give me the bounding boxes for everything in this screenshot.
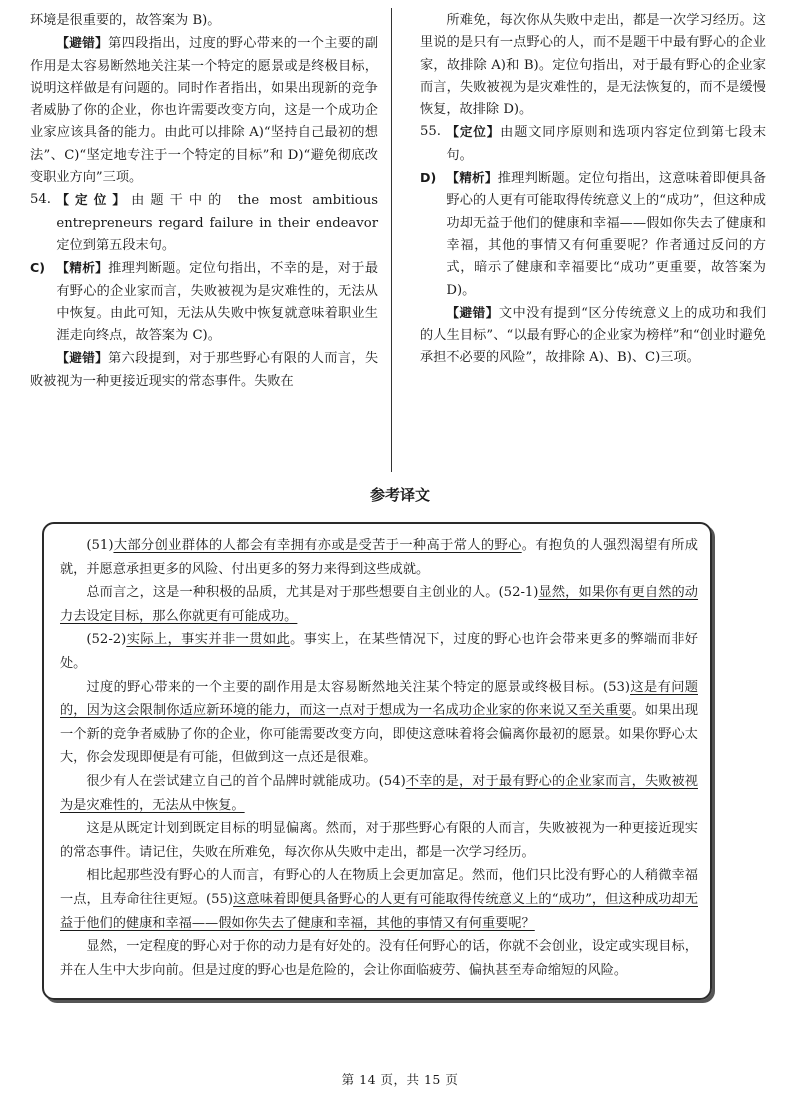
question-number-55: 55. [420,124,441,140]
translation-paragraph-1 [60,534,698,581]
q53-avoid-error [30,32,378,189]
q55-avoid-error-text: 文中没有提到“区分传统意义上的成功和我们的人生目标”、“以最有野心的企业家为榜样”和“创业时避免承担不必要的风险”，故排除 A)、B)、C)三项。 [420,305,766,366]
analysis-tag: 【精析】 [56,260,109,276]
avoid-error-tag: 【避错】 [446,304,499,320]
underlined-key-sentence-54: 不幸的是，对于最有野心的企业家而言，失败被视为是灾难性的，无法从中恢复。 [60,773,698,813]
translation-paragraph-4 [60,676,698,770]
q55-analysis-text: 推理判断题。定位句指出，这意味着即便具备野心的人更有可能取得传统意义上的“成功”，但这种成功却无益于他们的健康和幸福——假如你失去了健康和幸福，其他的事情又有何重要呢？作者通过反问的方式，暗示了健康和幸福要比“成功”更重要，故答案为 D)。 [446,171,767,298]
page-number: 第 14 页，共 15 页 [341,1072,459,1087]
paragraph-text: 总而言之，这是一种积极的品质，尤其是对于那些想要自主创业的人。(52-1) [86,585,539,601]
q55-locate [420,121,766,167]
underlined-key-sentence-53: 这是有问题的，因为这会限制你适应新环境的能力，而这一点对于想成为一名成功企业家的你来说又至关重要 [60,679,698,719]
avoid-error-tag: 【避错】 [56,350,109,366]
q54-locate-text: 由题干中的 the most ambitious entrepreneurs regard failure in their endeavor 定位到第五段末句。 [56,193,379,253]
answer-54: C) [30,260,45,276]
left-column [30,10,378,393]
locate-tag: 【定位】 [56,192,132,208]
translation-paragraph-6: 这是从既定计划到既定目标的明显偏离。然而，对于那些野心有限的人而言，失败被视为一种更接近现实的常态事件。请记住，失败在所难免，每次你从失败中走出，都是一次学习经历。 [60,821,698,860]
q54-locate [30,189,378,257]
q55-locate-text: 由题文同序原则和选项内容定位到第七段末句。 [446,125,767,163]
analysis-tag: 【精析】 [446,170,498,186]
avoid-error-tag: 【避错】 [56,35,109,51]
underlined-key-sentence-51: 大部分创业群体的人都会有幸拥有亦或是受苦于一种高于常人的野心 [113,538,522,553]
underlined-key-sentence-52-1: 显然，如果你有更自然的动力去设定目标，那么你就更有可能成功。 [60,585,698,624]
q55-avoid-error [420,302,766,370]
column-divider [391,8,392,472]
marker-52-2: (52-2) [86,632,127,648]
paragraph-text: 很少有人在尝试建立自己的首个品牌时就能成功。(54) [86,773,406,789]
underlined-key-sentence-52-2: 实际上，事实并非一贯如此 [126,632,291,648]
paragraph-text: 。事实上，在某些情况下，过度的野心也许会带来更多的弊端而非好处。 [60,632,698,671]
right-continuation: 所难免，每次你从失败中走出，都是一次学习经历。这里说的是只有一点野心的人，而不是题干中最有野心的企业家，故排除 A)和 B)。定位句指出，对于最有野心的企业家而言，失败被视为是灾难性的，是无法恢复的，而不是缓慢恢复，故排除 D)。 [420,13,766,118]
paragraph-text: 过度的野心带来的一个主要的副作用是太容易断然地关注某个特定的愿景或终极目标。(53) [86,679,631,695]
left-continuation: 环境是很重要的，故答案为 B)。 [30,13,221,28]
q53-avoid-error-text: 第四段指出，过度的野心带来的一个主要的副作用是太容易断然地关注某一个特定的愿景或是终极目标，说明这样做是有问题的。同时作者指出，如果出现新的竞争者威胁了你的企业，你也许需要改变方向，这是一个成功企业家应该具备的能力。由此可以排除 A)“坚持自己最初的想法”、C)“坚定地专注于一个特定的目标”和 D)“避免彻底改变职业方向”三项。 [30,36,379,186]
locate-tag: 【定位】 [446,124,501,140]
answer-55: D) [420,170,437,186]
translation-paragraph-5 [60,770,698,817]
translation-paragraph-7 [60,864,698,935]
q54-analysis [30,257,378,347]
section-title: 参考译文 [369,486,430,504]
paragraph-text: 。有抱负的人强烈渴望有所成就，并愿意承担更多的风险、付出更多的努力来得到这些成就。 [60,538,698,577]
q54-avoid-error-text: 第六段提到，对于那些野心有限的人而言，失败被视为一种更接近现实的常态事件。失败在 [30,351,379,389]
translation-box [42,522,712,1000]
paragraph-text: 。如果出现一个新的竞争者威胁了你的企业，你可能需要改变方向，即使这意味着将会偏离你最初的愿景。如果你野心太大，你会发现即便是有可能，但做到这一点还是很难。 [60,703,699,766]
question-number-54: 54. [30,192,51,208]
paragraph-text: 相比起那些没有野心的人而言，有野心的人在物质上会更加富足。然而，他们只比没有野心的人稍微幸福一点，且寿命往往更短。(55) [60,868,698,907]
translation-paragraph-3 [60,628,698,675]
underlined-key-sentence-55: 这意味着即便具备野心的人更有可能取得传统意义上的“成功”，但这种成功却无益于他们的健康和幸福——假如你失去了健康和幸福，其他的事情又有何重要呢？ [60,891,698,931]
q55-analysis [420,167,766,302]
marker-51: (51) [86,538,114,553]
translation-paragraph-2 [60,581,698,628]
right-column [420,10,766,370]
q54-avoid-error [30,347,378,393]
q54-analysis-text: 推理判断题。定位句指出，不幸的是，对于最有野心的企业家而言，失败被视为是灾难性的，无法从中恢复。由此可知，无法从失败中恢复就意味着职业生涯走向终点，故答案为 C)。 [56,261,379,344]
translation-paragraph-8: 显然，一定程度的野心对于你的动力是有好处的。没有任何野心的话，你就不会创业，设定或实现目标，并在人生中大步向前。但是过度的野心也是危险的，会让你面临疲劳、偏执甚至寿命缩短的风险。 [60,939,698,978]
